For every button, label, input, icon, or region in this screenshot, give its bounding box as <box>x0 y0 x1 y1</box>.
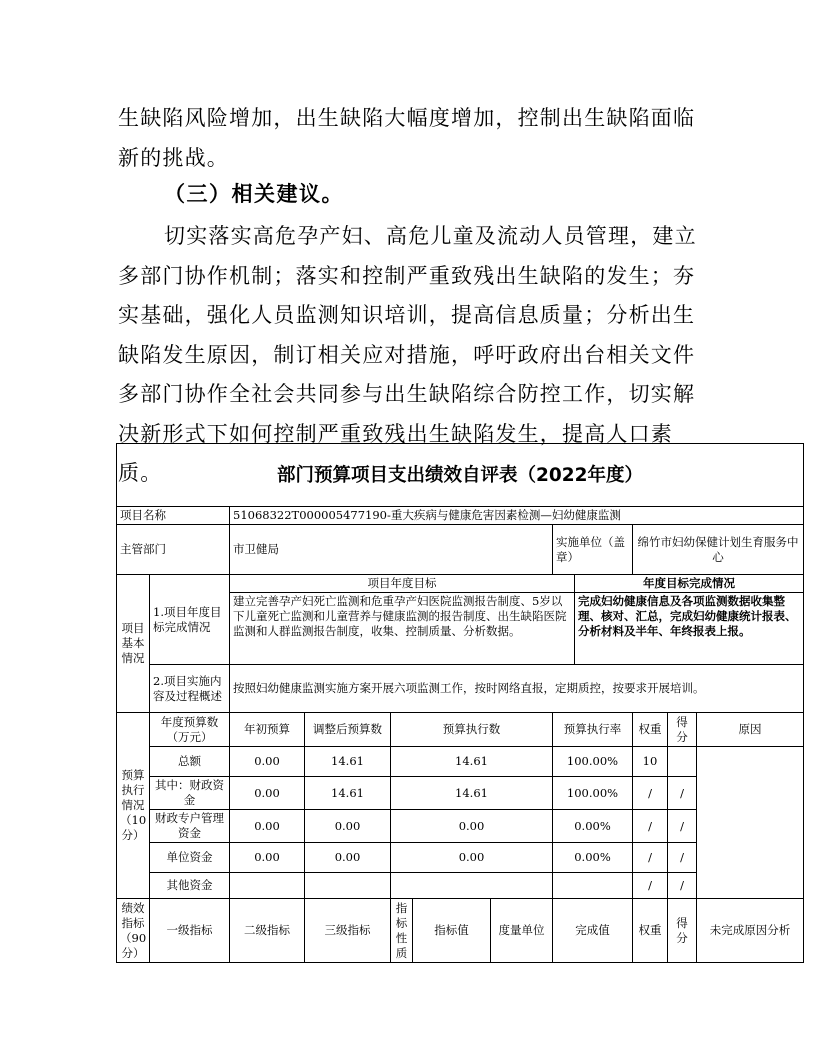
budget-score <box>668 747 697 777</box>
perf-header: 指标性质 <box>391 899 413 963</box>
perf-header: 三级指标 <box>305 899 391 963</box>
budget-weight: 10 <box>633 747 668 777</box>
budget-executed: 14.61 <box>391 777 553 810</box>
goal-text: 建立完善孕产妇死亡监测和危重孕产妇医院监测报告制度、5岁以下儿童死亡监测和儿童营养与健康监测的报告制度、出生缺陷医院监测和人群监测报告制度，收集、控制质量、分析数据。 <box>230 593 575 665</box>
budget-adjusted <box>305 873 391 899</box>
perf-label: 绩效指标（90分） <box>117 899 150 963</box>
budget-rate: 100.00% <box>553 777 633 810</box>
performance-table <box>116 443 804 963</box>
budget-adjusted: 0.00 <box>305 810 391 843</box>
budget-header: 预算执行数 <box>391 713 553 747</box>
paragraph-1: 生缺陷风险增加，出生缺陷大幅度增加，控制出生缺陷面临新的挑战。 <box>118 106 696 170</box>
budget-row-name: 单位资金 <box>150 843 230 873</box>
paragraph-2: 切实落实高危孕产妇、高危儿童及流动人员管理，建立多部门协作机制；落实和控制严重致残出生缺陷的发生；夯实基础，强化人员监测知识培训，提高信息质量；分析出生缺陷发生原因，制订相关应对措施，呼吁政府出台相关文件多部门协作全社会共同参与出生缺陷综合防控工作，切实解决新形式下如何控制严重致残出生缺陷发生，提高人口素质。 <box>118 224 697 485</box>
basic-info-label: 项目基本情况 <box>117 575 150 713</box>
budget-adjusted: 14.61 <box>305 777 391 810</box>
budget-reason <box>697 747 804 899</box>
budget-rate: 0.00% <box>553 810 633 843</box>
perf-header: 未完成原因分析 <box>697 899 804 963</box>
budget-row-name: 总额 <box>150 747 230 777</box>
impl-content-label: 2.项目实施内容及过程概述 <box>150 665 230 713</box>
table-row <box>117 747 804 777</box>
completion-text: 完成妇幼健康信息及各项监测数据收集整理、核对、汇总，完成妇幼健康统计报表、分析材料及半年、年终报表上报。 <box>575 593 804 665</box>
budget-score: / <box>668 777 697 810</box>
budget-weight: / <box>633 873 668 899</box>
budget-row-name: 其他资金 <box>150 873 230 899</box>
project-name-label: 项目名称 <box>117 507 230 525</box>
completion-header: 年度目标完成情况 <box>575 575 804 593</box>
perf-header: 权重 <box>633 899 668 963</box>
budget-rate: 100.00% <box>553 747 633 777</box>
budget-row-name: 财政专户管理资金 <box>150 810 230 843</box>
project-name-value: 51068322T000005477190-重大疾病与健康危害因素检测—妇幼健康监测 <box>230 507 804 525</box>
budget-executed: 0.00 <box>391 843 553 873</box>
perf-header: 二级指标 <box>230 899 305 963</box>
budget-header: 调整后预算数 <box>305 713 391 747</box>
perf-header: 一级指标 <box>150 899 230 963</box>
budget-executed <box>391 873 553 899</box>
budget-initial: 0.00 <box>230 810 305 843</box>
budget-weight: / <box>633 843 668 873</box>
perf-header: 完成值 <box>553 899 633 963</box>
budget-rate <box>553 873 633 899</box>
impl-unit-value: 绵竹市妇幼保健计划生育服务中心 <box>633 525 804 575</box>
budget-score: / <box>668 843 697 873</box>
budget-header: 预算执行率 <box>553 713 633 747</box>
budget-executed: 0.00 <box>391 810 553 843</box>
goal-header: 项目年度目标 <box>230 575 575 593</box>
budget-row-name: 其中：财政资金 <box>150 777 230 810</box>
budget-initial <box>230 873 305 899</box>
impl-content-text: 按照妇幼健康监测实施方案开展六项监测工作，按时网络直报，定期质控，按要求开展培训。 <box>230 665 804 713</box>
goal-label: 1.项目年度目标完成情况 <box>150 575 230 665</box>
budget-weight: / <box>633 777 668 810</box>
dept-value: 市卫健局 <box>230 525 553 575</box>
budget-header: 年度预算数（万元） <box>150 713 230 747</box>
budget-header: 得分 <box>668 713 697 747</box>
budget-adjusted: 14.61 <box>305 747 391 777</box>
budget-adjusted: 0.00 <box>305 843 391 873</box>
budget-label: 预算执行情况（10分） <box>117 713 150 899</box>
section-heading: （三）相关建议。 <box>164 181 344 206</box>
perf-header: 度量单位 <box>491 899 553 963</box>
budget-header: 原因 <box>697 713 804 747</box>
budget-header: 年初预算 <box>230 713 305 747</box>
budget-score: / <box>668 810 697 843</box>
perf-header: 得分 <box>668 899 697 963</box>
budget-score: / <box>668 873 697 899</box>
budget-initial: 0.00 <box>230 747 305 777</box>
table-title: 部门预算项目支出绩效自评表（2022年度） <box>117 444 804 507</box>
dept-label: 主管部门 <box>117 525 230 575</box>
budget-header: 权重 <box>633 713 668 747</box>
budget-initial: 0.00 <box>230 777 305 810</box>
budget-weight: / <box>633 810 668 843</box>
budget-initial: 0.00 <box>230 843 305 873</box>
perf-header: 指标值 <box>413 899 491 963</box>
impl-unit-label: 实施单位（盖章） <box>553 525 633 575</box>
budget-executed: 14.61 <box>391 747 553 777</box>
budget-rate: 0.00% <box>553 843 633 873</box>
